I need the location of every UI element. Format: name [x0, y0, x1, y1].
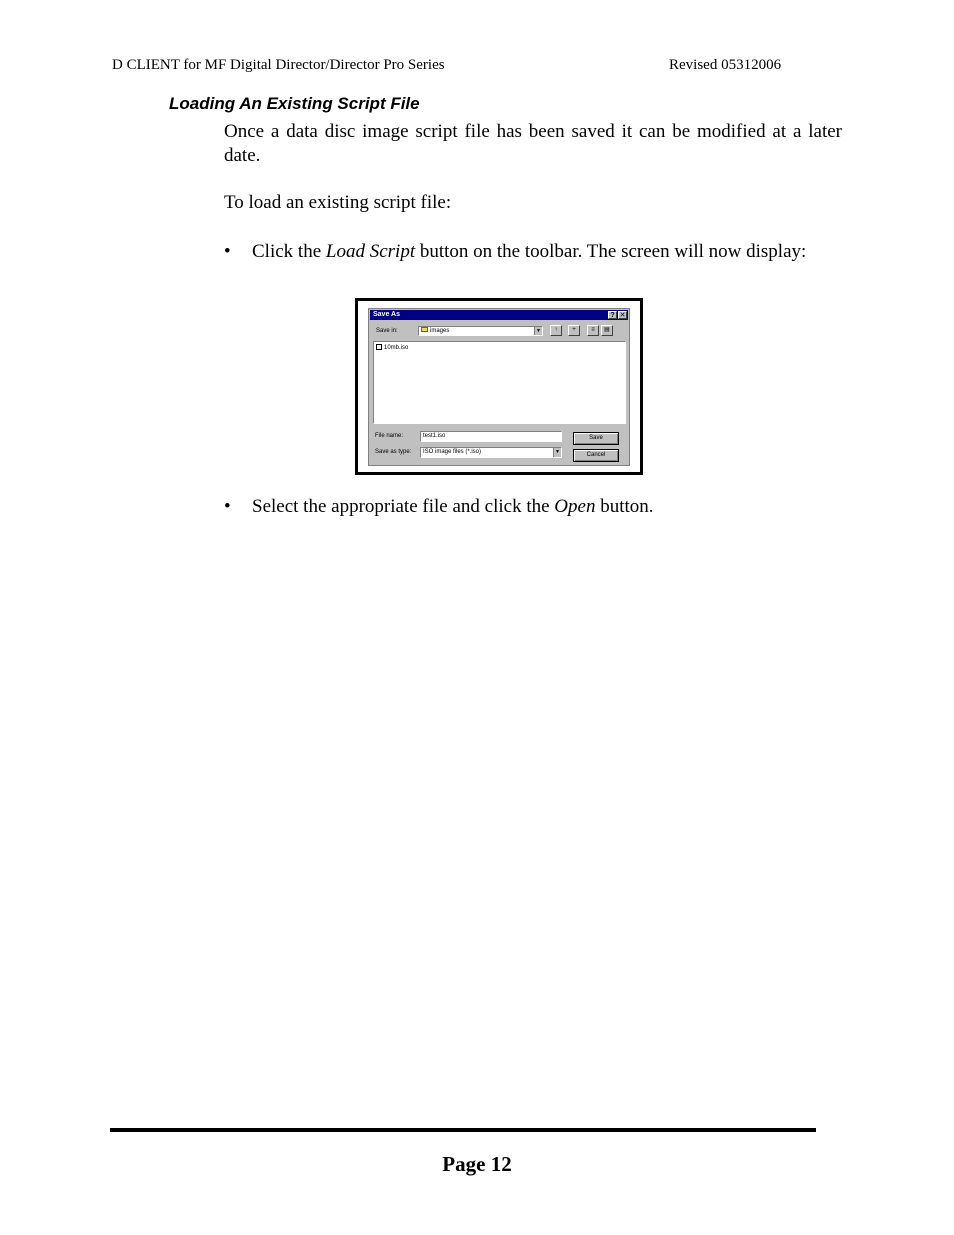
file-list[interactable]	[373, 341, 626, 424]
file-item-label: 10mb.iso	[384, 345, 409, 351]
footer-rule	[110, 1128, 816, 1132]
dialog-titlebar	[370, 310, 628, 320]
file-item[interactable]	[376, 344, 408, 352]
save-as-dialog	[368, 308, 630, 466]
step-text: Select the appropriate file and click the	[252, 496, 555, 517]
chevron-down-icon[interactable]: ▼	[534, 327, 542, 335]
save-as-type-value: ISO image files (*.iso)	[423, 449, 482, 455]
save-as-type-label: Save as type:	[375, 449, 412, 455]
bullet-marker: •	[224, 496, 231, 517]
save-as-type-dropdown[interactable]	[420, 447, 562, 458]
running-header-title: D CLIENT for MF Digital Director/Director Pro Series	[112, 57, 445, 73]
step-select-file	[252, 495, 842, 519]
save-button[interactable]: Save	[573, 432, 619, 445]
step-text: Click the	[252, 241, 326, 262]
help-icon[interactable]: ?	[608, 311, 617, 319]
up-one-level-icon[interactable]: ↑	[550, 325, 562, 336]
lead-paragraph: To load an existing script file:	[224, 192, 452, 213]
bullet-marker: •	[224, 241, 231, 262]
step-emphasis: Load Script	[325, 241, 416, 262]
chevron-down-icon[interactable]: ▼	[553, 448, 561, 457]
intro-paragraph: Once a data disc image script file has been saved it can be modified at a later date.	[224, 121, 842, 166]
new-folder-icon[interactable]: +	[568, 325, 580, 336]
dialog-screenshot-frame	[355, 298, 643, 475]
step-text: button on the toolbar. The screen will now display:	[415, 241, 807, 262]
close-icon[interactable]: ✕	[619, 312, 626, 319]
step-emphasis: Open	[554, 496, 596, 517]
file-name-label: File name:	[375, 433, 404, 439]
file-name-input[interactable]: test1.iso	[420, 431, 562, 442]
list-view-icon[interactable]: ≡	[587, 325, 599, 336]
step-text: button.	[595, 496, 654, 517]
folder-icon	[421, 327, 428, 332]
dialog-title: Save As	[373, 311, 400, 318]
save-in-value: images	[430, 328, 450, 334]
cancel-button[interactable]: Cancel	[573, 449, 619, 462]
save-in-dropdown[interactable]	[418, 326, 543, 336]
section-title: Loading An Existing Script File	[169, 94, 420, 113]
step-load-script	[252, 240, 842, 264]
page-number: Page 12	[442, 1152, 512, 1176]
running-header-revision: Revised 05312006	[669, 57, 782, 73]
save-in-label: Save in:	[376, 328, 398, 334]
details-view-icon[interactable]: ▤	[601, 325, 613, 336]
iso-file-icon	[376, 344, 382, 350]
